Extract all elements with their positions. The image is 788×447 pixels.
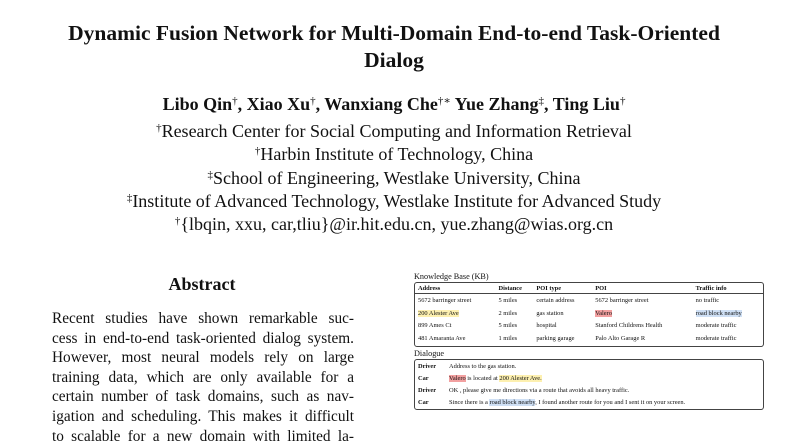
utterance	[446, 373, 763, 385]
abstract-line: However, most neural models rely on large	[52, 349, 354, 367]
kb-body	[415, 294, 763, 345]
dialogue-caption: Dialogue	[414, 349, 445, 358]
kb-cell-text: road block nearby	[695, 309, 742, 317]
kb-cell	[496, 332, 534, 345]
kb-cell	[533, 332, 592, 345]
affiliation-list	[0, 120, 788, 236]
kb-cell-text: moderate traffic	[695, 334, 737, 342]
kb-cell-text: no traffic	[695, 297, 720, 304]
kb-cell	[496, 319, 534, 332]
utterance-span: road block nearby	[489, 398, 536, 406]
kb-row	[415, 307, 763, 320]
speaker-label: Driver	[418, 363, 437, 371]
kb-cell-text: 1 miles	[498, 334, 518, 342]
kb-cell-text: 481 Amaranta Ave	[418, 334, 466, 342]
affiliation-text: Harbin Institute of Technology, China	[260, 144, 534, 165]
kb-cell	[693, 294, 763, 307]
kb-cell	[592, 294, 692, 307]
kb-cell	[496, 294, 534, 307]
author-mark: †	[310, 95, 316, 107]
figure-example	[414, 272, 764, 410]
dialogue-turn	[415, 361, 763, 373]
kb-cell-text: 200 Alester Ave	[418, 309, 459, 317]
speaker-label: Car	[418, 398, 429, 406]
kb-cell	[533, 294, 592, 307]
kb-cell	[592, 332, 692, 345]
kb-cell-text: 899 Ames Ct	[418, 322, 452, 329]
kb-cell-text: parking garage	[536, 334, 575, 342]
kb-row	[415, 294, 763, 307]
utterance-span: Since there is a	[449, 398, 490, 406]
kb-cell-text: Stanford Childrens Health	[595, 322, 663, 329]
kb-cell	[693, 332, 763, 345]
kb-header-cell: POI type	[533, 284, 592, 294]
kb-table	[415, 284, 763, 344]
affiliation-mark: †	[254, 145, 261, 158]
kb-header-cell: POI	[592, 284, 692, 294]
abstract-line: cess in end-to-end task-oriented dialog system.	[52, 329, 354, 347]
kb-cell	[415, 319, 496, 332]
utterance	[446, 361, 763, 373]
kb-cell	[533, 307, 592, 320]
kb-cell	[415, 307, 496, 320]
dialogue-turn	[415, 385, 763, 397]
abstract-line: certain number of task domains, such as nav-	[52, 388, 354, 406]
affiliation-text: {lbqin, xxu, car,tliu}@ir.hit.edu.cn, yue.zhang@wias.org.cn	[180, 214, 614, 235]
kb-header-cell: Distance	[496, 284, 534, 294]
kb-cell	[496, 307, 534, 320]
dialogue-box	[414, 359, 764, 410]
kb-cell-text: 5672 barringer street	[595, 297, 649, 304]
kb-cell-text: 5 miles	[498, 322, 518, 329]
kb-cell-text: 5672 barringer street	[418, 297, 472, 304]
kb-cell-text: gas station	[536, 309, 564, 317]
affiliation-line	[0, 120, 788, 143]
utterance	[446, 385, 763, 397]
kb-header-cell: Traffic info	[693, 284, 763, 294]
utterance	[446, 396, 763, 408]
kb-cell-text: Palo Alto Garage R	[595, 334, 646, 342]
kb-row	[415, 319, 763, 332]
abstract-line: Recent studies have shown remarkable suc-	[52, 310, 354, 327]
utterance-span: Address to the gas station.	[449, 363, 517, 371]
author-mark: ‡	[538, 95, 545, 107]
affiliation-line	[0, 190, 788, 213]
author-name: Wanxiang Che	[324, 94, 438, 114]
affiliation-mark: †	[174, 215, 181, 228]
kb-cell	[592, 307, 692, 320]
dialogue-turn	[415, 396, 763, 408]
kb-cell	[533, 319, 592, 332]
author-name: Xiao Xu	[246, 94, 311, 114]
kb-cell-text: Valero	[595, 309, 612, 317]
utterance-span: 200 Alester Ave.	[499, 375, 542, 383]
affiliation-line	[0, 167, 788, 190]
author-name: Yue Zhang	[454, 94, 539, 114]
kb-cell	[592, 319, 692, 332]
utterance-span: is located at	[465, 375, 500, 383]
utterance-span: Valero	[449, 375, 466, 383]
affiliation-line	[0, 213, 788, 236]
kb-row	[415, 332, 763, 345]
author-mark: †	[232, 95, 238, 107]
kb-cell	[693, 307, 763, 320]
author-mark: †∗	[437, 95, 451, 107]
affiliation-text: Research Center for Social Computing and Information Retrieval	[161, 121, 632, 141]
abstract-line: training data, which are only available for a	[52, 368, 354, 386]
abstract-line: to scalable for a new domain with limited la-	[52, 427, 354, 445]
kb-cell	[693, 319, 763, 332]
speaker-label: Car	[418, 375, 429, 383]
kb-cell	[415, 332, 496, 345]
affiliation-text: Institute of Advanced Technology, Westlake Institute for Advanced Study	[132, 190, 662, 211]
dialogue-turn	[415, 373, 763, 385]
utterance-span: OK , please give me directions via a route that avoids all heavy traffic.	[449, 386, 630, 394]
kb-cell-text: certain address	[536, 297, 575, 304]
affiliation-mark: †	[156, 122, 162, 134]
title-line-1: Dynamic Fusion Network for Multi-Domain End-to-end Task-Oriented	[68, 21, 720, 45]
affiliation-line	[0, 143, 788, 166]
author-mark: †	[619, 95, 626, 107]
abstract-body	[52, 309, 354, 446]
kb-cell-text: 5 miles	[498, 297, 518, 304]
kb-cell-text: hospital	[536, 322, 557, 329]
author-name: Ting Liu	[552, 94, 620, 114]
kb-table-box	[414, 282, 764, 347]
kb-header-cell: Address	[415, 284, 496, 294]
affiliation-text: School of Engineering, Westlake University, China	[213, 167, 581, 188]
kb-cell-text: 2 miles	[498, 309, 518, 317]
author-name: Libo Qin	[162, 94, 233, 114]
kb-header-row	[415, 284, 763, 294]
paper-title	[0, 20, 788, 74]
utterance-span: , I found another route for you and I sent it on your screen.	[535, 398, 686, 406]
affiliation-mark: ‡	[207, 168, 213, 181]
kb-caption: Knowledge Base (KB)	[414, 272, 489, 281]
title-line-2: Dialog	[364, 48, 424, 72]
speaker-label: Driver	[418, 386, 437, 394]
affiliation-mark: ‡	[126, 191, 133, 204]
kb-cell-text: moderate traffic	[695, 322, 737, 329]
author-list: Libo Qin†, Xiao Xu†, Wanxiang Che†∗ Yue Zhang‡, Ting Liu†	[162, 94, 626, 114]
dialogue-body	[415, 361, 763, 408]
kb-cell	[415, 294, 496, 307]
abstract-heading: Abstract	[168, 274, 236, 294]
abstract-line: igation and scheduling. This makes it difficult	[52, 407, 354, 425]
